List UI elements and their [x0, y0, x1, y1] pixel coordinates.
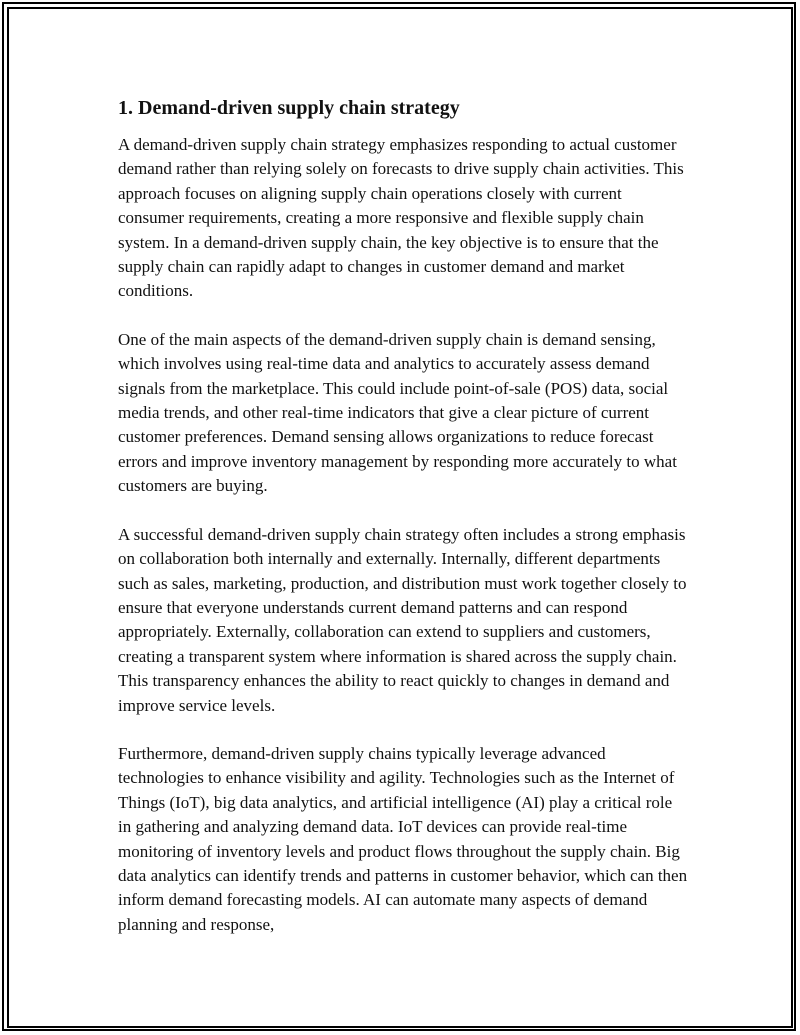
paragraph-4: Furthermore, demand-driven supply chains typically leverage advanced technologies to enhance visibility and agility. Technologies such as the Internet of Things (IoT), big data analytics, and artificial intelligence (AI) play a critical role in gathering and analyzing demand data. IoT devices can provide real-time monitoring of inventory levels and product flows throughout the supply chain. Big data analytics can identify trends and patterns in customer behavior, which can then inform demand forecasting models. AI can automate many aspects of demand planning and response, — [118, 743, 688, 934]
paragraph-3: A successful demand-driven supply chain strategy often includes a strong emphasis on collaboration both internally and externally. Internally, different departments such as sales, marketing, production, and distribution must work together closely to ensure that everyone understands current demand patterns and can respond appropriately. Externally, collaboration can extend to suppliers and customers, creating a transparent system where information is shared across the supply chain. This transparency enhances the ability to react quickly to changes in demand and improve service levels. — [118, 524, 687, 715]
paragraph-2: One of the main aspects of the demand-driven supply chain is demand sensing, which involves using real-time data and analytics to accurately assess demand signals from the marketplace. This could include point-of-sale (POS) data, social media trends, and other real-time indicators that give a clear picture of current customer preferences. Demand sensing allows organizations to reduce forecast errors and improve inventory management by responding more accurately to what customers are buying. — [118, 329, 677, 496]
paragraph-1: A demand-driven supply chain strategy emphasizes responding to actual customer demand rather than relying solely on forecasts to drive supply chain activities. This approach focuses on aligning supply chain operations closely with current consumer requirements, creating a more responsive and flexible supply chain system. In a demand-driven supply chain, the key objective is to ensure that the supply chain can rapidly adapt to changes in customer demand and market conditions. — [118, 135, 684, 301]
section-heading: 1. Demand-driven supply chain strategy — [118, 97, 460, 119]
document-body — [118, 96, 688, 961]
